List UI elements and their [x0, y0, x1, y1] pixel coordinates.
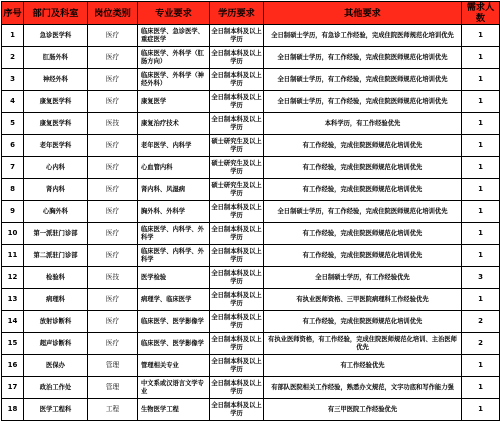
table-row — [2, 91, 500, 113]
cell-no: 6 — [2, 135, 24, 157]
cell-dept: 放射诊断科 — [24, 311, 88, 333]
cell-major: 康复治疗技术 — [138, 113, 210, 135]
cell-other: 全日制硕士学历，有工作经验，完成住院医师规范化培训优先 — [264, 91, 462, 113]
cell-dept: 神经外科 — [24, 69, 88, 91]
cell-category: 医疗 — [88, 245, 138, 267]
table-row — [2, 267, 500, 289]
cell-category: 医疗 — [88, 69, 138, 91]
cell-edu: 全日制本科及以上学历 — [210, 245, 264, 267]
cell-count: 2 — [462, 311, 500, 333]
cell-major: 生物医学工程 — [138, 399, 210, 421]
cell-dept: 病理科 — [24, 289, 88, 311]
cell-no: 7 — [2, 157, 24, 179]
cell-no: 9 — [2, 201, 24, 223]
cell-category: 工程 — [88, 399, 138, 421]
cell-dept: 心胸外科 — [24, 201, 88, 223]
cell-no: 13 — [2, 289, 24, 311]
cell-edu: 全日制本科及以上学历 — [210, 377, 264, 399]
table-row — [2, 25, 500, 47]
header-dept: 部门及科室 — [24, 2, 88, 25]
cell-no: 1 — [2, 25, 24, 47]
cell-count: 1 — [462, 289, 500, 311]
cell-other: 有工作经验优先 — [264, 355, 462, 377]
cell-count: 1 — [462, 113, 500, 135]
cell-major: 中文系或汉语言文学专业 — [138, 377, 210, 399]
cell-category: 医疗 — [88, 47, 138, 69]
table-row — [2, 69, 500, 91]
cell-dept: 肛肠外科 — [24, 47, 88, 69]
cell-no: 8 — [2, 179, 24, 201]
cell-dept: 超声诊断科 — [24, 333, 88, 355]
cell-edu: 全日制本科及以上学历 — [210, 69, 264, 91]
cell-no: 3 — [2, 69, 24, 91]
cell-edu: 全日制本科及以上学历 — [210, 267, 264, 289]
header-major: 专业要求 — [138, 2, 210, 25]
table-body — [2, 25, 500, 421]
cell-count: 1 — [462, 245, 500, 267]
cell-category: 医疗 — [88, 91, 138, 113]
cell-count: 1 — [462, 91, 500, 113]
cell-other: 有三甲医院工作经验优先 — [264, 399, 462, 421]
cell-no: 12 — [2, 267, 24, 289]
cell-no: 15 — [2, 333, 24, 355]
cell-category: 医疗 — [88, 223, 138, 245]
header-category: 岗位类别 — [88, 2, 138, 25]
table-row — [2, 135, 500, 157]
cell-major: 临床医学、医学影像学 — [138, 333, 210, 355]
cell-dept: 肾内科 — [24, 179, 88, 201]
cell-major: 临床医学、内科学、外科学 — [138, 245, 210, 267]
cell-other: 本科学历，有工作经验优先 — [264, 113, 462, 135]
cell-category: 医技 — [88, 113, 138, 135]
cell-no: 16 — [2, 355, 24, 377]
header-other: 其他要求 — [264, 2, 462, 25]
cell-count: 1 — [462, 179, 500, 201]
cell-category: 医疗 — [88, 179, 138, 201]
cell-count: 1 — [462, 377, 500, 399]
cell-no: 5 — [2, 113, 24, 135]
cell-no: 10 — [2, 223, 24, 245]
cell-major: 管理相关专业 — [138, 355, 210, 377]
cell-edu: 全日制本科及以上学历 — [210, 355, 264, 377]
cell-dept: 医学工程科 — [24, 399, 88, 421]
cell-major: 临床医学、外科学（肛肠方向） — [138, 47, 210, 69]
table-row — [2, 113, 500, 135]
cell-no: 14 — [2, 311, 24, 333]
cell-no: 2 — [2, 47, 24, 69]
cell-dept: 心内科 — [24, 157, 88, 179]
table-header-row — [2, 2, 500, 25]
cell-no: 4 — [2, 91, 24, 113]
cell-edu: 全日制本科及以上学历 — [210, 47, 264, 69]
cell-category: 医疗 — [88, 25, 138, 47]
cell-count: 1 — [462, 355, 500, 377]
cell-dept: 第二派驻门诊部 — [24, 245, 88, 267]
table-row — [2, 355, 500, 377]
cell-category: 医疗 — [88, 201, 138, 223]
cell-count: 1 — [462, 69, 500, 91]
cell-category: 管理 — [88, 377, 138, 399]
table-row — [2, 289, 500, 311]
cell-category: 医疗 — [88, 135, 138, 157]
cell-other: 全日制硕士学历，有工作经验优先 — [264, 267, 462, 289]
cell-other: 全日制硕士学历，有工作经验，完成住院医师规范化培训优先 — [264, 69, 462, 91]
cell-no: 17 — [2, 377, 24, 399]
cell-major: 肾内科、风湿病 — [138, 179, 210, 201]
table-row — [2, 333, 500, 355]
cell-category: 医疗 — [88, 311, 138, 333]
cell-count: 1 — [462, 157, 500, 179]
cell-no: 18 — [2, 399, 24, 421]
cell-dept: 康复医学科 — [24, 91, 88, 113]
cell-count: 1 — [462, 25, 500, 47]
table-row — [2, 47, 500, 69]
cell-dept: 医保办 — [24, 355, 88, 377]
cell-category: 医疗 — [88, 157, 138, 179]
cell-other: 有执业医师资格，有工作经验，完成住院医师规范化培训、主治医师优先 — [264, 333, 462, 355]
cell-major: 临床医学、急诊医学、重症医学 — [138, 25, 210, 47]
cell-other: 有工作经验，完成住院医师规范化培训优先 — [264, 157, 462, 179]
cell-count: 2 — [462, 333, 500, 355]
cell-major: 临床医学、医学影像学 — [138, 311, 210, 333]
cell-count: 1 — [462, 47, 500, 69]
cell-count: 1 — [462, 201, 500, 223]
cell-major: 临床医学、内科学、外科学 — [138, 223, 210, 245]
cell-major: 临床医学、外科学（神经外科） — [138, 69, 210, 91]
cell-other: 全日制硕士学历，有急诊工作经验，完成住院医师规范化培训优先 — [264, 25, 462, 47]
cell-edu: 全日制本科及以上学历 — [210, 223, 264, 245]
cell-major: 医学检验 — [138, 267, 210, 289]
table-row — [2, 223, 500, 245]
cell-edu: 硕士研究生及以上学历 — [210, 135, 264, 157]
cell-other: 有工作经验，完成住院医师规范化培训优先 — [264, 135, 462, 157]
header-count: 需求人数 — [462, 2, 500, 25]
table-row — [2, 179, 500, 201]
cell-edu: 硕士研究生及以上学历 — [210, 179, 264, 201]
table-row — [2, 245, 500, 267]
cell-edu: 全日制本科及以上学历 — [210, 91, 264, 113]
cell-major: 心血管内科 — [138, 157, 210, 179]
cell-other: 有工作经验，完成住院医师规范化培训优先 — [264, 223, 462, 245]
cell-edu: 全日制本科及以上学历 — [210, 311, 264, 333]
table-row — [2, 399, 500, 421]
cell-dept: 急诊医学科 — [24, 25, 88, 47]
cell-count: 1 — [462, 399, 500, 421]
recruitment-table — [1, 1, 500, 421]
cell-other: 全日制硕士学历，有工作经验，完成住院医师规范化培训优先 — [264, 47, 462, 69]
cell-count: 1 — [462, 223, 500, 245]
cell-edu: 硕士研究生及以上学历 — [210, 157, 264, 179]
cell-major: 胸外科、外科学 — [138, 201, 210, 223]
cell-count: 1 — [462, 135, 500, 157]
cell-no: 11 — [2, 245, 24, 267]
cell-other: 有执业医师资格、三甲医院病理科工作经验优先 — [264, 289, 462, 311]
cell-dept: 检验科 — [24, 267, 88, 289]
cell-other: 全日制硕士学历，有工作经验，完成住院医师规范化培训优先 — [264, 201, 462, 223]
table-row — [2, 157, 500, 179]
cell-other: 有工作经验，完成住院医师规范化培训优先 — [264, 311, 462, 333]
cell-edu: 全日制本科及以上学历 — [210, 333, 264, 355]
header-no: 序号 — [2, 2, 24, 25]
header-edu: 学历要求 — [210, 2, 264, 25]
cell-other: 有部队医院相关工作经验，熟悉办文规范，文字功底和写作能力强 — [264, 377, 462, 399]
cell-edu: 全日制本科及以上学历 — [210, 201, 264, 223]
cell-category: 管理 — [88, 355, 138, 377]
table-row — [2, 377, 500, 399]
cell-edu: 全日制本科及以上学历 — [210, 25, 264, 47]
cell-dept: 康复医学科 — [24, 113, 88, 135]
cell-edu: 全日制本科及以上学历 — [210, 113, 264, 135]
cell-edu: 全日制本科及以上学历 — [210, 399, 264, 421]
cell-major: 康复医学 — [138, 91, 210, 113]
cell-other: 有工作经验，完成住院医师规范化培训优先 — [264, 179, 462, 201]
cell-edu: 全日制本科及以上学历 — [210, 289, 264, 311]
table-row — [2, 311, 500, 333]
cell-major: 病理学、临床医学 — [138, 289, 210, 311]
cell-dept: 老年医学科 — [24, 135, 88, 157]
cell-dept: 政治工作处 — [24, 377, 88, 399]
cell-count: 3 — [462, 267, 500, 289]
cell-other: 有工作经验，完成住院医师规范化培训优先 — [264, 245, 462, 267]
table-row — [2, 201, 500, 223]
cell-dept: 第一派驻门诊部 — [24, 223, 88, 245]
cell-category: 医疗 — [88, 289, 138, 311]
cell-major: 老年医学、内科学 — [138, 135, 210, 157]
cell-category: 医疗 — [88, 333, 138, 355]
cell-category: 医技 — [88, 267, 138, 289]
